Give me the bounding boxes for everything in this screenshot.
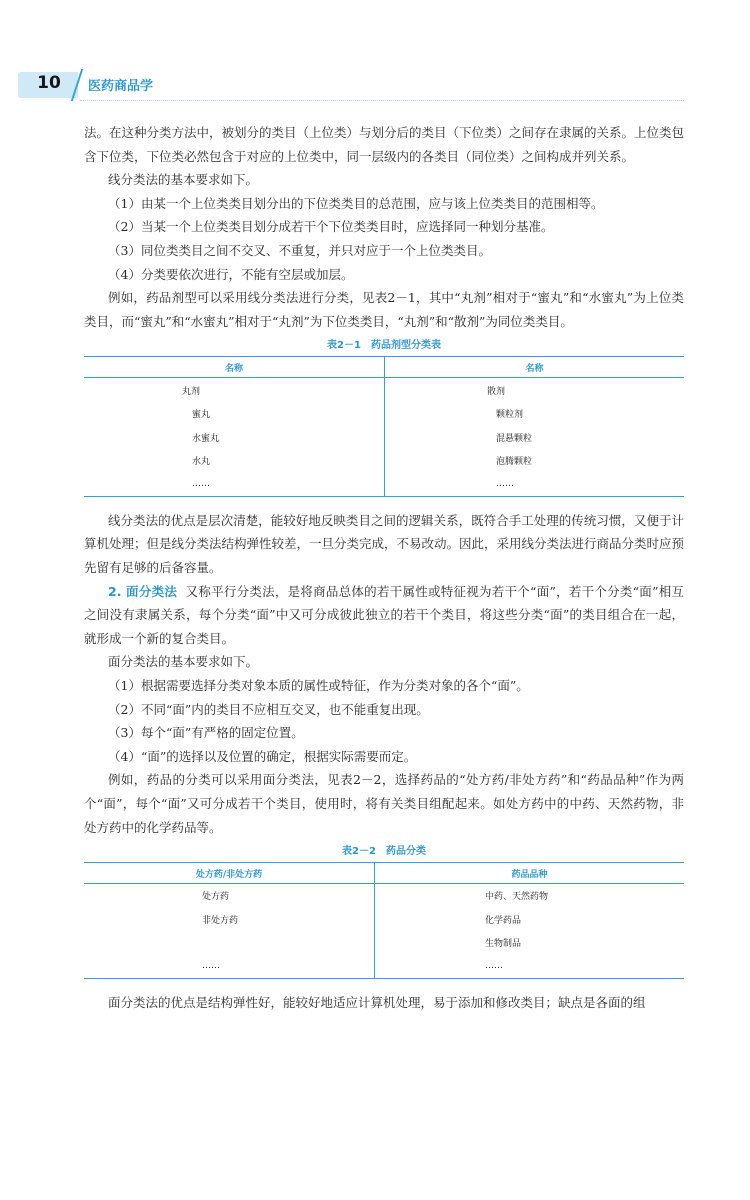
paragraph: 面分类法的基本要求如下。 xyxy=(108,654,259,670)
list-item: （1）由某一个上位类类目划分出的下位类类目的总范围，应与该上位类类目的范围相等。 xyxy=(108,195,604,211)
table-row xyxy=(84,425,684,449)
table-cell: 水蜜丸 xyxy=(84,425,385,449)
table-cell: …… xyxy=(84,955,375,979)
table-cell: 中药、天然药物 xyxy=(485,892,549,903)
paragraph: 例如，药品的分类可以采用面分类法，见表2－2，选择药品的“处方药/非处方药”和“药品品种”作为两个“面”，每个“面”又可分成若干个类目，使用时，将有关类目组配起来。如处方药中的中药、天然药物，非处方药中的化学药品等。 xyxy=(84,772,684,835)
table-row xyxy=(84,955,684,979)
page-header xyxy=(0,68,750,102)
table-cell: 泡腾颗粒 xyxy=(496,457,533,468)
table-cell: …… xyxy=(84,472,385,496)
list-item: （3）同位类类目之间不交叉、不重复，并只对应于一个上位类类目。 xyxy=(108,242,491,258)
paragraph: 法。在这种分类方法中，被划分的类目（上位类）与划分后的类目（下位类）之间存在隶属的关系。上位类包含下位类，下位类必然包含于对应的上位类中，同一层级内的各类目（同位类）之间构成并列关系。 xyxy=(84,125,685,164)
list-item: （3）每个“面”有严格的固定位置。 xyxy=(108,725,304,741)
table-row xyxy=(84,931,684,955)
table-caption: 表2－2 药品分类 xyxy=(342,846,426,858)
table-cell: 生物制品 xyxy=(485,939,522,950)
header-rule xyxy=(80,100,684,101)
paragraph-text: 又称平行分类法，是将商品总体的若干属性或特征视为若干个“面”，若干个分类“面”相互之间没有隶属关系，每个分类“面”中又可分成彼此独立的若干个类目，将这些分类“面”的类目组合在一起，就形成一个新的复合类目。 xyxy=(84,583,684,646)
table-row xyxy=(84,908,684,932)
table-cell: 颗粒剂 xyxy=(496,410,524,421)
table-cell: 化学药品 xyxy=(485,915,522,926)
paragraph: 例如，药品剂型可以采用线分类法进行分类，见表2－1，其中“丸剂”相对于“蜜丸”和“水蜜丸”为上位类类目，而“蜜丸”和“水蜜丸”相对于“丸剂”为下位类类目，“丸剂”和“散剂”为同位类类目。 xyxy=(84,290,684,329)
table-cell: 散剂 xyxy=(487,386,506,397)
column-header: 名称 xyxy=(84,357,385,378)
table-cell: 丸剂 xyxy=(84,378,385,402)
page-number: 10 xyxy=(37,73,61,93)
list-item: （2）当某一个上位类类目划分成若干个下位类类目时，应选择同一种划分基准。 xyxy=(108,219,554,235)
column-header: 处方药/非处方药 xyxy=(84,863,375,884)
table-cell: 水丸 xyxy=(84,449,385,473)
table-row xyxy=(84,378,684,402)
table-row xyxy=(84,449,684,473)
table-cell: 混悬颗粒 xyxy=(496,433,533,444)
paragraph: 线分类法的基本要求如下。 xyxy=(108,172,259,188)
list-item: （4）分类要依次进行，不能有空层或加层。 xyxy=(108,266,354,282)
table-cell: 非处方药 xyxy=(84,908,375,932)
table-cell: …… xyxy=(385,472,685,496)
list-item: （2）不同“面”内的类目不应相互交叉，也不能重复出现。 xyxy=(108,701,429,717)
list-item: （1）根据需要选择分类对象本质的属性或特征，作为分类对象的各个“面”。 xyxy=(108,678,529,693)
table-row xyxy=(84,472,684,496)
dosage-form-table xyxy=(84,356,684,497)
table-row xyxy=(84,402,684,426)
table-cell: …… xyxy=(375,955,685,979)
paragraph xyxy=(84,580,684,651)
drug-classification-table xyxy=(84,862,684,979)
table-row xyxy=(84,884,684,908)
table-cell xyxy=(84,931,375,955)
column-header: 药品品种 xyxy=(375,863,685,884)
page-body xyxy=(84,121,684,1015)
paragraph: 面分类法的优点是结构弹性好，能较好地适应计算机处理，易于添加和修改类目；缺点是各面的组 xyxy=(108,995,646,1011)
paragraph: 线分类法的优点是层次清楚，能较好地反映类目之间的逻辑关系，既符合手工处理的传统习惯，又便于计算机处理；但是线分类法结构弹性较差，一旦分类完成，不易改动。因此，采用线分类法进行商品分类时应预先留有足够的后备容量。 xyxy=(84,512,685,576)
book-title: 医药商品学 xyxy=(88,79,154,94)
section-heading: 2. 面分类法 xyxy=(108,583,178,599)
table-cell: 蜜丸 xyxy=(84,402,385,426)
list-item: （4）“面”的选择以及位置的确定，根据实际需要而定。 xyxy=(108,748,417,764)
table-cell: 处方药 xyxy=(84,884,375,908)
table-caption: 表2－1 药品剂型分类表 xyxy=(327,340,441,352)
column-header: 名称 xyxy=(385,357,685,378)
